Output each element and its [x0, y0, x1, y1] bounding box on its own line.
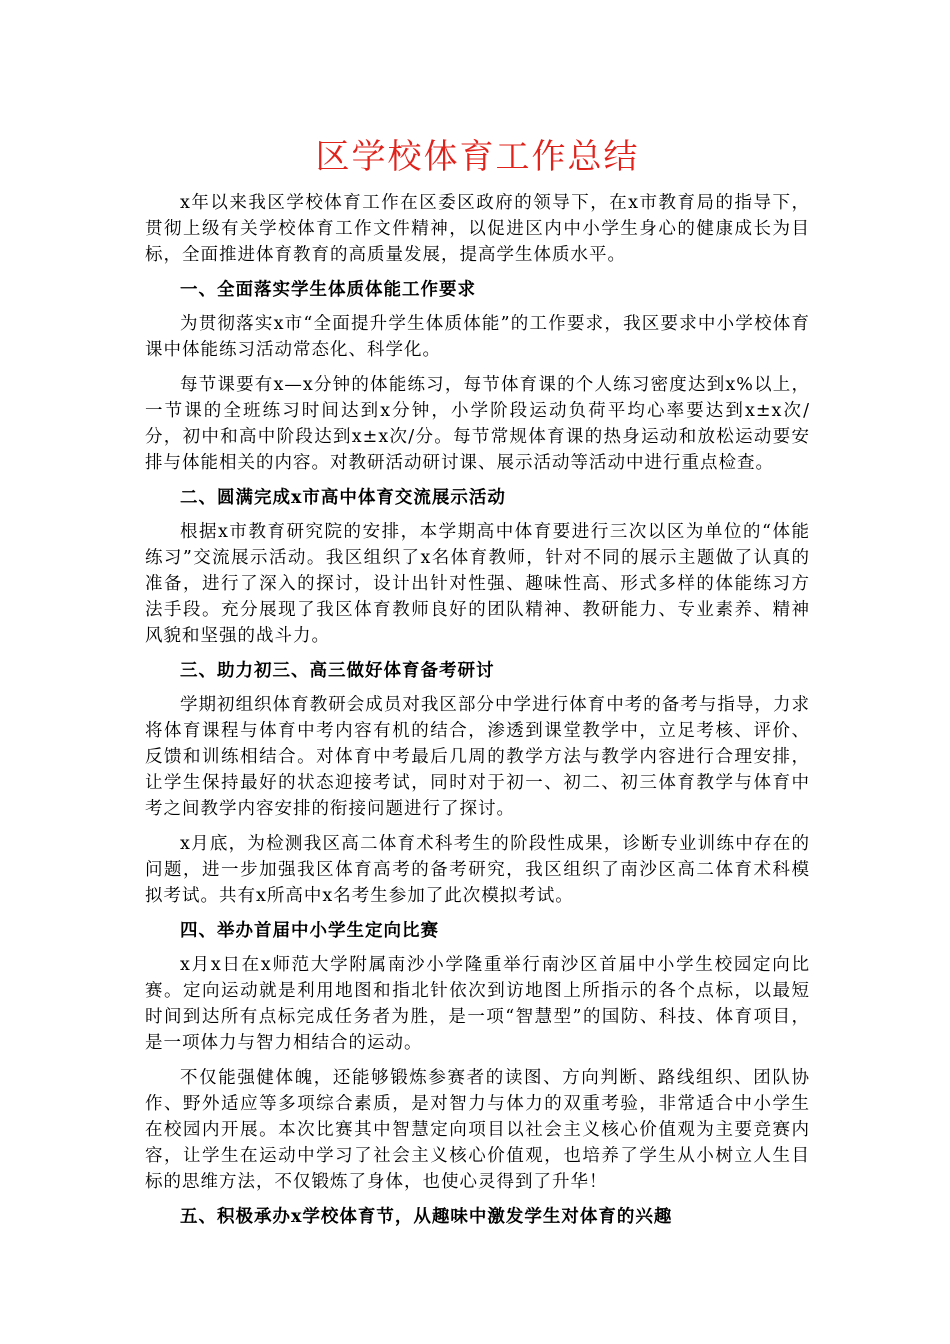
document-body: [145, 190, 810, 1238]
document-title: 区学校体育工作总结: [315, 137, 640, 177]
section-3-paragraph-1: 学期初组织体育教研会成员对我区部分中学进行体育中考的备考与指导，力求将体育课程与体育中考内容有机的结合，渗透到课堂教学中，立足考核、评价、反馈和训练相结合。对体育中考最后几周的教学方法与教学内容进行合理安排，让学生保持最好的状态迎接考试，同时对于初一、初二、初三体育教学与体育中考之间教学内容安排的衔接问题进行了探讨。: [145, 695, 810, 819]
section-heading-3: 三、助力初三、高三做好体育备考研讨: [180, 661, 495, 681]
section-heading-5: 五、积极承办x学校体育节，从趣味中激发学生对体育的兴趣: [180, 1207, 673, 1227]
section-4-paragraph-2: 不仅能强健体魄，还能够锻炼参赛者的读图、方向判断、路线组织、团队协作、野外适应等多项综合素质，是对智力与体力的双重考验，非常适合中小学生在校园内开展。本次比赛其中智慧定向项目以社会主义核心价值观为主要竞赛内容，让学生在运动中学习了社会主义核心价值观，也培养了学生从小树立人生目标的思维方法，不仅锻炼了身体，也使心灵得到了升华！: [145, 1068, 810, 1192]
section-4-paragraph-1: x月x日在x师范大学附属南沙小学隆重举行南沙区首届中小学生校园定向比赛。定向运动就是利用地图和指北针依次到访地图上所指示的各个点标，以最短时间到达所有点标完成任务者为胜，是一项“智慧型”的国防、科技、体育项目，是一项体力与智力相结合的运动。: [145, 955, 810, 1053]
section-3-paragraph-2: x月底，为检测我区高二体育术科考生的阶段性成果，诊断专业训练中存在的问题，进一步加强我区体育高考的备考研究，我区组织了南沙区高二体育术科模拟考试。共有x所高中x名考生参加了此次模拟考试。: [145, 834, 810, 906]
intro-paragraph: x年以来我区学校体育工作在区委区政府的领导下，在x市教育局的指导下，贯彻上级有关学校体育工作文件精神，以促进区内中小学生身心的健康成长为目标，全面推进体育教育的高质量发展，提高学生体质水平。: [145, 193, 810, 265]
section-1-paragraph-2: 每节课要有x—x分钟的体能练习，每节体育课的个人练习密度达到x%以上，一节课的全班练习时间达到x分钟，小学阶段运动负荷平均心率要达到x±x次/分，初中和高中阶段达到x±x次/分。每节常规体育课的热身运动和放松运动要安排与体能相关的内容。对教研活动研讨课、展示活动等活动中进行重点检查。: [145, 375, 810, 473]
section-2-paragraph-1: 根据x市教育研究院的安排，本学期高中体育要进行三次以区为单位的“体能练习”交流展示活动。我区组织了x名体育教师，针对不同的展示主题做了认真的准备，进行了深入的探讨，设计出针对性强、趣味性高、形式多样的体能练习方法手段。充分展现了我区体育教师良好的团队精神、教研能力、专业素养、精神风貌和坚强的战斗力。: [145, 522, 810, 646]
section-heading-2: 二、圆满完成x市高中体育交流展示活动: [180, 488, 506, 508]
section-1-paragraph-1: 为贯彻落实x市“全面提升学生体质体能”的工作要求，我区要求中小学校体育课中体能练习活动常态化、科学化。: [145, 314, 810, 360]
section-heading-4: 四、举办首届中小学生定向比赛: [180, 921, 439, 941]
section-heading-1: 一、全面落实学生体质体能工作要求: [180, 280, 476, 300]
